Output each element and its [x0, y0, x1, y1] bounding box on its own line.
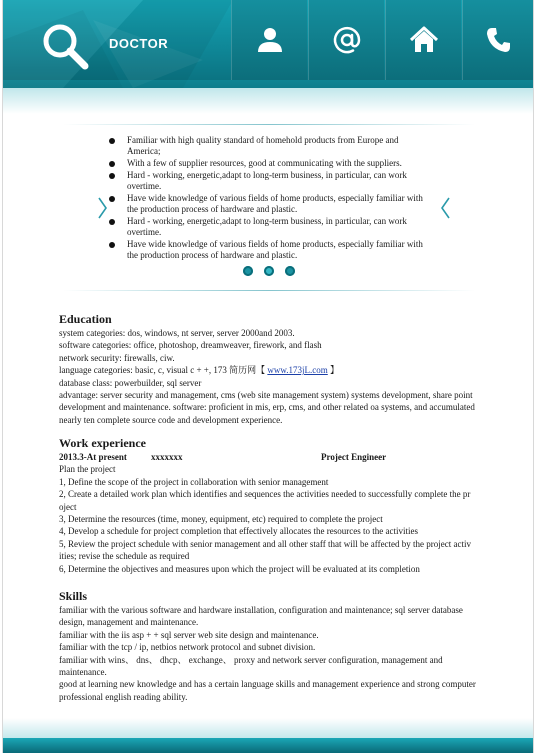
- skill-item: familiar with wins、 dns、 dhcp、 exchange、 proxy and network server configuration, management and maintenance.: [59, 654, 443, 678]
- skill-item: familiar with the tcp / ip, netbios network protocol and subnet division.: [59, 642, 316, 653]
- education-line: network security: firewalls, ciw.: [59, 352, 175, 363]
- search-icon[interactable]: [39, 20, 91, 72]
- education-line: database class: powerbuilder, sql server: [59, 377, 202, 388]
- education-line: software categories: office, photoshop, dreamweaver, firework, and flash: [59, 340, 322, 351]
- email-tile[interactable]: [308, 0, 384, 80]
- work-item: 5, Review the project schedule with senior management and all other staff that will be affected by the project activ ities; revise the schedule as required: [59, 538, 472, 562]
- education-line: [59, 364, 485, 376]
- list-item: Familiar with high quality standard of homehold products from Europe and America;: [107, 135, 433, 158]
- text-span: 】: [327, 365, 340, 376]
- list-item: Hard - working, energetic,adapt to long-term business, in particular, can work overtime.: [107, 170, 433, 193]
- header-banner: [3, 0, 534, 88]
- divider: [63, 124, 475, 125]
- list-item: Have wide knowledge of various fields of home products, especially familiar with the production process of hardware and plastic.: [107, 239, 433, 262]
- job-date: 2013.3-At present: [59, 452, 127, 462]
- website-link[interactable]: www.173jL.com: [267, 365, 328, 376]
- job-header: [59, 451, 485, 463]
- footer-banner: [3, 738, 534, 753]
- phone-icon: [484, 25, 514, 55]
- home-icon: [409, 25, 439, 55]
- header-glow: [3, 80, 534, 114]
- user-icon: [255, 25, 285, 55]
- divider: [63, 290, 475, 291]
- at-icon: [332, 25, 362, 55]
- list-item: With a few of supplier resources, good at communicating with the suppliers.: [107, 158, 433, 169]
- list-item: Have wide knowledge of various fields of home products, especially familiar with the production process of hardware and plastic.: [107, 193, 433, 216]
- education-section: [59, 312, 485, 426]
- highlights-list: [107, 135, 433, 262]
- work-item: 4, Develop a schedule for project completion that effectively allocates the resources to the activities: [59, 526, 418, 537]
- text-span: language categories: basic, c, visual c + +, 173 简历网【: [59, 365, 268, 376]
- chevron-right-icon[interactable]: [440, 196, 452, 220]
- work-item: 2, Create a detailed work plan which identifies and sequences the activities needed to successfully complete the pr oject: [59, 489, 471, 512]
- slider-dots: [243, 266, 295, 276]
- resume-page: [2, 0, 534, 753]
- work-section: [59, 436, 485, 575]
- work-intro: Plan the project: [59, 464, 116, 475]
- slider-dot[interactable]: [243, 266, 253, 276]
- work-item: 1, Define the scope of the project in collaboration with senior management: [59, 476, 329, 487]
- work-item: 6, Determine the objectives and measures upon which the project will be evaluated at its completion: [59, 563, 420, 574]
- section-heading: Work experience: [59, 436, 146, 450]
- work-item: 3, Determine the resources (time, money, equipment, etc) required to complete the project: [59, 514, 383, 525]
- section-heading: Skills: [59, 589, 88, 603]
- slider-dot[interactable]: [285, 266, 295, 276]
- user-tile[interactable]: [231, 0, 307, 80]
- section-heading: Education: [59, 312, 112, 326]
- skills-section: [59, 589, 485, 703]
- slider-dot[interactable]: [264, 266, 274, 276]
- page-title: DOCTOR: [109, 36, 169, 51]
- skill-item: good at learning new knowledge and has a certain language skills and management experience and strong computer professional english reading ability.: [59, 679, 476, 702]
- footer-glow: [3, 718, 534, 738]
- job-position: Project Engineer: [321, 452, 387, 462]
- home-tile[interactable]: [385, 0, 461, 80]
- skill-item: familiar with the iis asp + + sql server web site design and maintenance.: [59, 629, 319, 640]
- skill-item: familiar with the various software and hardware installation, configuration and maintenance; sql server database design, management and maintenance.: [59, 605, 463, 628]
- list-item: Hard - working, energetic,adapt to long-term business, in particular, can work overtime.: [107, 216, 433, 239]
- phone-tile[interactable]: [462, 0, 534, 80]
- education-line: system categories: dos, windows, nt server, server 2000and 2003.: [59, 328, 295, 338]
- job-company: xxxxxxx: [151, 452, 183, 462]
- education-line: advantage: server security and management, cms (web site management system) systems development, share point development and maintenance. software: proficient in mis, erp, cms, and other related oa systems, and accumulated nearly ten complete source code and development experience.: [59, 390, 475, 425]
